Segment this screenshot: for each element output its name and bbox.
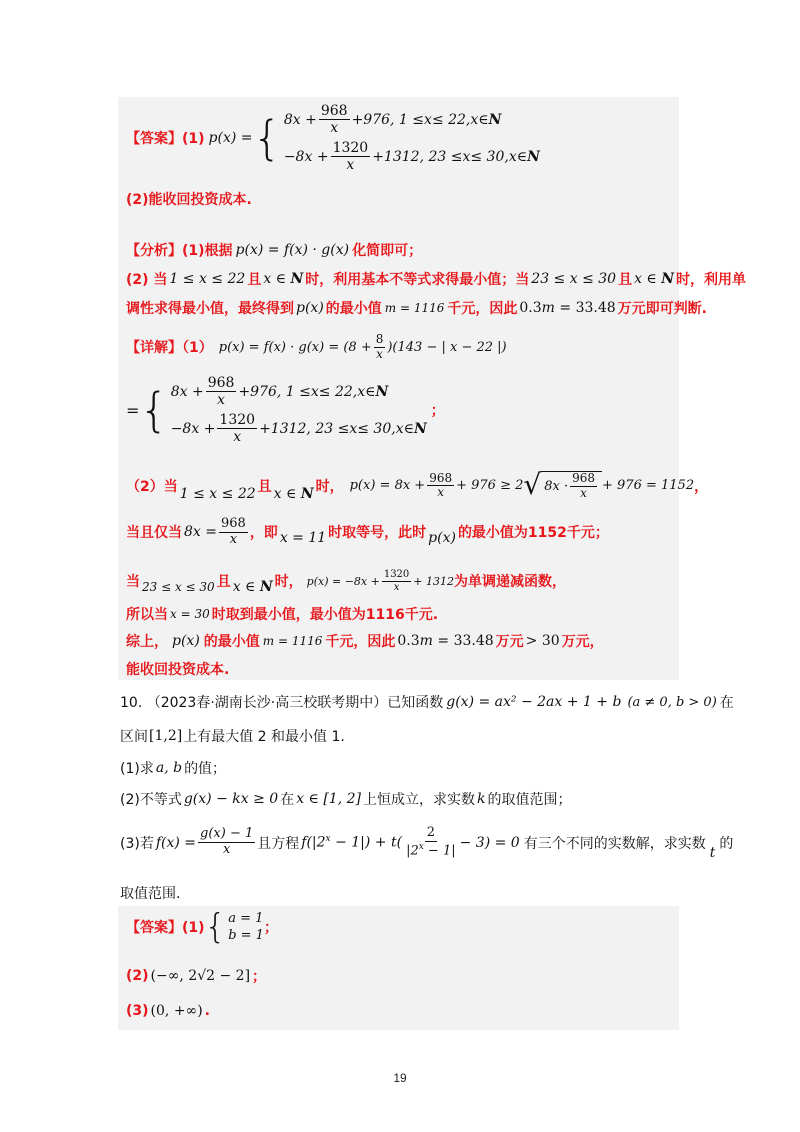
q10-answer-3 [126, 1003, 210, 1019]
q9-detail-4 [126, 569, 566, 593]
q9-analysis-3 [126, 298, 707, 318]
q10-answer-1 [126, 907, 278, 947]
answer-text: (2)能收回投资成本. [126, 192, 252, 208]
formula-text: = [126, 400, 140, 420]
detail-text: 所以当 [126, 607, 168, 623]
formula-text: x ∈ N [263, 271, 304, 287]
formula-text: p(x) [296, 300, 324, 316]
formula-text: t [709, 844, 716, 861]
analysis-text: 且 [247, 272, 262, 288]
answer-label: (2) [126, 968, 149, 984]
question-text: 的取值范围； [487, 792, 572, 808]
formula-text: x ∈ N [634, 271, 675, 287]
formula-text: k [477, 791, 486, 807]
sqrt: √ 8x · $\frac{968}{x}$ [523, 471, 602, 501]
analysis-text: 的最小值 [325, 301, 382, 317]
analysis-text: 万元即可判断. [617, 301, 707, 317]
q9-answer-2 [126, 189, 252, 209]
formula-text: ( [217, 130, 223, 147]
question-text: (1)求 [120, 761, 154, 777]
piecewise [284, 103, 540, 173]
q10-line-1 [120, 692, 734, 712]
formula-text: (0, +∞) [150, 1003, 203, 1019]
formula-text: g(x) − kx ≥ 0 [183, 791, 279, 807]
q9-answer-1 [126, 103, 540, 173]
q10-line-5 [120, 826, 733, 859]
brace: { [252, 111, 282, 166]
case-row: −8 x + $\frac{1320}{x}$ +1312, 23 ≤ x ≤ 30, x ∈ N [283, 140, 540, 174]
formula-text: )(143 − | x − 22 |) [387, 339, 507, 355]
formula-text: $f(|2^x - 1|) + t$( [301, 834, 403, 851]
detail-text: （2）当 [126, 478, 178, 495]
formula-text: x [222, 130, 231, 147]
formula-text: + 976 = 1152 [602, 478, 695, 494]
punctuation: . [204, 1003, 210, 1019]
formula-text: x ∈ [1, 2] [296, 791, 361, 807]
case-row: 8 x + $\frac{968}{x}$ +976, 1 ≤ x ≤ 22, x ∈ N [283, 103, 502, 137]
q9-detail-6 [126, 631, 604, 651]
brace: { [204, 907, 227, 947]
formula-text: p(x) = −8x + [306, 574, 380, 588]
formula-text: p(x) [428, 530, 456, 547]
question-text: 在 [280, 792, 295, 808]
punctuation: ； [252, 969, 267, 985]
fraction: $\frac{8}{x}$ [375, 332, 384, 361]
case-row: a = 1 [228, 911, 264, 926]
question-text: 取值范围. [120, 886, 181, 902]
detail-text: 且 [216, 574, 231, 590]
formula-text: 1 ≤ x ≤ 22 [179, 485, 256, 502]
answer-label: 【答案】(1) [126, 131, 205, 148]
formula-text: x ∈ N [232, 579, 273, 595]
answer-label: 【答案】(1) [126, 920, 205, 936]
punctuation: ， [694, 478, 709, 495]
question-text: 上恒成立，求实数 [363, 792, 475, 808]
formula-text: x ∈ N [273, 485, 314, 502]
answer-label: (3) [126, 1003, 149, 1019]
analysis-text: 千元，因此 [447, 301, 518, 317]
formula-text: g(x) = ax² − 2ax + 1 + b [446, 694, 622, 710]
q10-line-4 [120, 789, 571, 809]
formula-text: 0.3m = 33.48 [397, 633, 494, 649]
fraction: $\frac{1320}{x}$ [383, 569, 410, 593]
q9-detail-1 [126, 333, 507, 362]
formula-p: p [208, 130, 218, 147]
formula-text: x = 11 [279, 530, 327, 547]
fraction: $\frac{968}{x}$ [429, 470, 453, 500]
formula-text: f(x) = [155, 834, 197, 851]
case-row: 8 x + $\frac{968}{x}$ +976, 1 ≤ x ≤ 22, x ∈ N [170, 375, 389, 409]
analysis-text: 时，利用基本不等式求得最小值；当 [305, 272, 530, 288]
q9-analysis-2 [126, 269, 746, 289]
punctuation: ； [430, 403, 445, 420]
analysis-text: 且 [618, 272, 633, 288]
question-text: 10. （2023春·湖南长沙·高三校联考期中）已知函数 [120, 695, 444, 711]
detail-text: 当 [126, 574, 140, 590]
analysis-text: 化简即可； [352, 243, 423, 259]
formula-text: 1 ≤ x ≤ 22 [169, 271, 246, 287]
question-text: 有三个不同的实数解，求实数 [523, 835, 706, 852]
formula-text: p(x) = f(x) · g(x) [235, 242, 350, 258]
q10-answer-box [118, 906, 679, 1030]
detail-text: 为单调递减函数， [454, 574, 566, 590]
detail-text: 万元 [495, 634, 524, 650]
formula-text: p(x) = f(x) · g(x) = (8 + [218, 339, 372, 355]
formula-text: p(x) [172, 633, 200, 649]
q9-detail-5 [126, 604, 438, 624]
formula-text: + 976 ≥ 2 [456, 478, 524, 494]
detail-text: 的最小值 [203, 634, 260, 650]
q9-answer-box [118, 97, 747, 680]
detail-text: 时取等号，此时 [328, 525, 427, 542]
detail-label: 【详解】（1） [126, 340, 213, 357]
piecewise [171, 375, 427, 445]
q10-answer-2 [126, 966, 266, 986]
fraction: $\frac{968}{x}$ [220, 516, 246, 547]
q10-line-6 [120, 883, 180, 903]
question-text: (3)若 [120, 835, 154, 852]
question-text: 上有最大值 2 和最小值 1. [183, 729, 345, 745]
page-number: 19 [393, 1071, 407, 1085]
q9-detail-2 [126, 468, 709, 502]
q9-detail-7 [126, 659, 229, 679]
case-row: −8 x + $\frac{1320}{x}$ +1312, 23 ≤ x ≤ 30, x ∈ N [170, 412, 427, 446]
brace: { [139, 383, 169, 438]
q10-line-3 [120, 758, 226, 778]
detail-text: 当且仅当 [126, 525, 182, 542]
formula-text: > 30 [525, 633, 560, 649]
detail-text: 时， [315, 478, 344, 495]
detail-text: 的最小值为1152千元； [457, 525, 609, 542]
formula-text: m = 1116 [384, 301, 445, 315]
formula-text: + 1312 [413, 574, 454, 588]
fraction: $\frac{2}{|2^x - 1|}$ [406, 825, 456, 859]
detail-text: 万元， [561, 634, 604, 650]
detail-text: 千元，因此 [325, 634, 396, 650]
q9-detail-piecewise [126, 375, 445, 445]
formula-text: 23 ≤ x ≤ 30 [142, 580, 215, 594]
system [228, 911, 264, 943]
punctuation: ； [263, 920, 278, 936]
formula-text: (a ≠ 0, b > 0) [627, 694, 717, 710]
formula-text: (−∞, 2√2 − 2] [150, 968, 251, 984]
detail-text: 时取到最小值，最小值为1116千元. [211, 607, 439, 623]
formula-text: 0.3m = 33.48 [519, 300, 616, 316]
formula-text: 23 ≤ x ≤ 30 [531, 271, 617, 287]
detail-text: 综上， [126, 634, 168, 650]
detail-text: ，即 [249, 525, 278, 542]
analysis-label: 【分析】(1)根据 [126, 243, 233, 259]
question-text: 的值； [184, 761, 227, 777]
formula-text: m = 1116 [262, 634, 323, 648]
detail-text: 且 [257, 478, 272, 495]
formula-text: a, b [155, 760, 183, 776]
formula-text: − 3) = 0 [459, 834, 520, 851]
question-text: 区间 [120, 729, 148, 745]
question-text: 的 [719, 835, 734, 852]
formula-text: [1,2] [149, 728, 183, 744]
q9-detail-3 [126, 517, 609, 548]
detail-text: 时， [274, 574, 303, 590]
question-text: 且方程 [257, 835, 300, 852]
question-text: 在 [719, 695, 734, 711]
question-text: (2)不等式 [120, 792, 182, 808]
formula-text: ) = [230, 130, 253, 147]
analysis-text: 时，利用单 [676, 272, 747, 288]
analysis-text: (2) 当 [126, 272, 168, 288]
case-row: b = 1 [228, 928, 264, 943]
q9-analysis-1 [126, 240, 422, 260]
detail-text: 能收回投资成本. [126, 662, 230, 678]
analysis-text: 调性求得最小值，最终得到 [126, 301, 294, 317]
formula-text: p(x) = 8x + [349, 478, 426, 494]
fraction: $\frac{g(x) - 1}{x}$ [200, 826, 254, 858]
q10-line-2 [120, 726, 345, 746]
formula-text: 8x = [184, 524, 217, 541]
formula-text: x = 30 [170, 607, 210, 621]
